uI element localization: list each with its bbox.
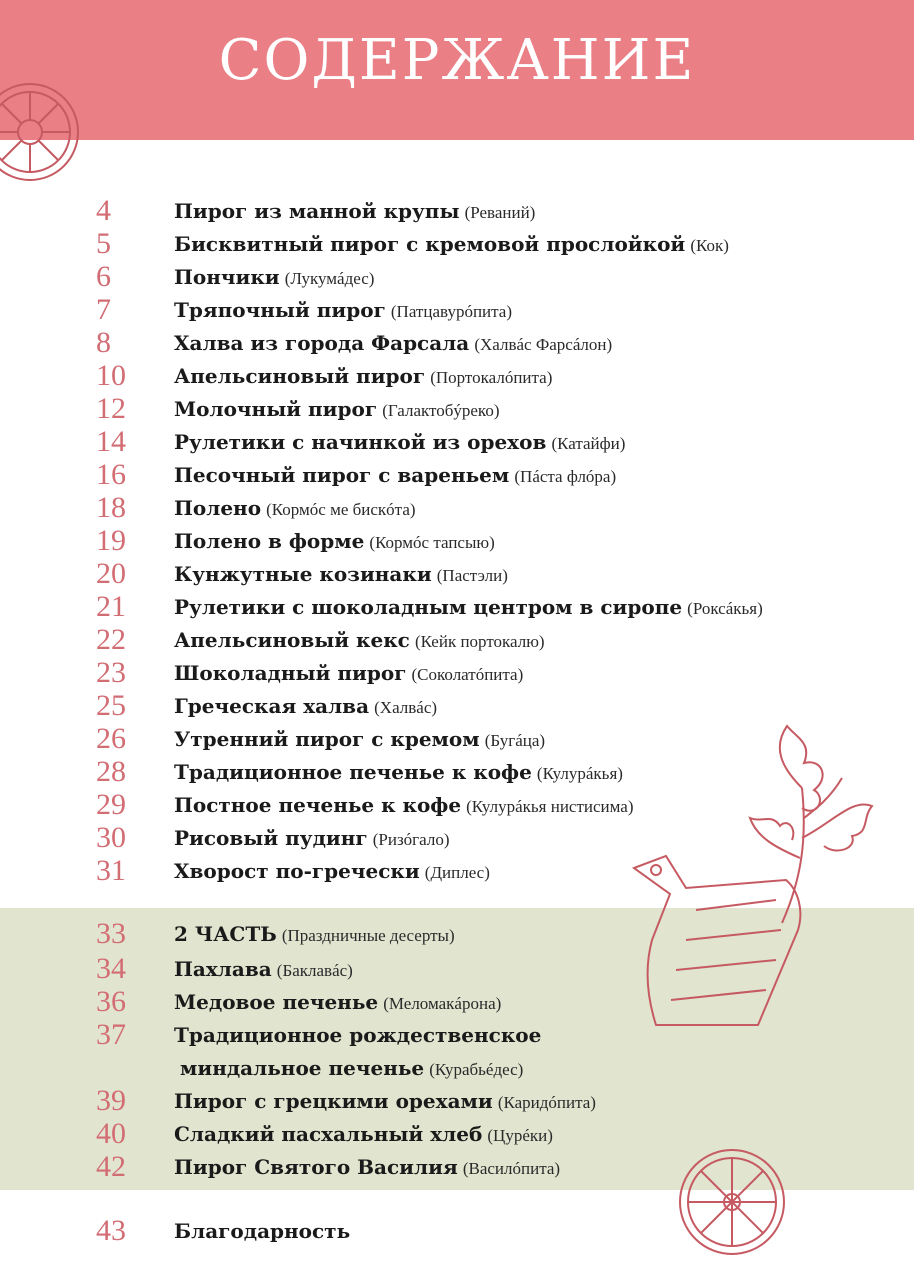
toc-row[interactable] xyxy=(0,459,914,491)
greek-name: (Кейк портокалю) xyxy=(414,632,545,651)
recipe-title: Апельсиновый кекс xyxy=(174,628,410,652)
page-number: 8 xyxy=(96,326,111,359)
greek-name: (Реваний) xyxy=(464,203,536,222)
greek-name: (Патцавурóпита) xyxy=(390,302,512,321)
toc-row[interactable] xyxy=(0,822,914,854)
recipe-title: Тряпочный пирог xyxy=(174,298,386,322)
toc-row[interactable] xyxy=(0,756,914,788)
recipe-title: Халва из города Фарсала xyxy=(174,331,470,355)
greek-name: (Бугáца) xyxy=(484,731,546,750)
recipe-title: Хворост по-гречески xyxy=(174,859,420,883)
toc-row[interactable] xyxy=(0,1215,914,1247)
greek-name: (Василóпита) xyxy=(462,1159,561,1178)
page-number: 30 xyxy=(96,821,126,854)
greek-name: (Роксáкья) xyxy=(687,599,763,618)
greek-name: (Кормóс тапсыю) xyxy=(369,533,495,552)
page-number: 16 xyxy=(96,458,126,491)
page-number: 21 xyxy=(96,590,126,623)
toc-row[interactable] xyxy=(0,1118,914,1150)
greek-name: (Соколатóпита) xyxy=(411,665,524,684)
recipe-title: Утренний пирог с кремом xyxy=(174,727,480,751)
toc-row[interactable] xyxy=(0,723,914,755)
toc-row[interactable] xyxy=(0,690,914,722)
greek-name: (Галактобýреко) xyxy=(382,401,500,420)
page-number: 5 xyxy=(96,227,111,260)
recipe-title: Пончики xyxy=(174,265,280,289)
recipe-title: Бисквитный пирог с кремовой прослойкой xyxy=(174,232,686,256)
toc-row[interactable] xyxy=(0,558,914,590)
toc-row[interactable] xyxy=(0,953,914,985)
toc-row[interactable] xyxy=(0,1085,914,1117)
page-number: 26 xyxy=(96,722,126,755)
recipe-title: Кунжутные козинаки xyxy=(174,562,432,586)
page-number: 23 xyxy=(96,656,126,689)
page-number: 12 xyxy=(96,392,126,425)
page-number: 20 xyxy=(96,557,126,590)
greek-name: (Кулурáкья) xyxy=(536,764,623,783)
greek-name: (Халвáс) xyxy=(374,698,438,717)
toc-row-continuation[interactable] xyxy=(0,1052,914,1084)
page-number: 37 xyxy=(96,1018,126,1051)
toc-row[interactable] xyxy=(0,294,914,326)
toc-row[interactable] xyxy=(0,360,914,392)
acknowledgements-title: Благодарность xyxy=(174,1219,351,1243)
recipe-title: Шоколадный пирог xyxy=(174,661,407,685)
page-number: 19 xyxy=(96,524,126,557)
toc-row[interactable] xyxy=(0,261,914,293)
greek-name: (Кормóс ме бискóта) xyxy=(266,500,416,519)
greek-name: (Цурéки) xyxy=(487,1126,553,1145)
greek-name: (Катайфи) xyxy=(551,434,626,453)
toc-row[interactable] xyxy=(0,525,914,557)
greek-name: (Пастэли) xyxy=(436,566,508,585)
toc-row[interactable] xyxy=(0,855,914,887)
citrus-slice-icon xyxy=(0,78,90,190)
page-number: 18 xyxy=(96,491,126,524)
greek-name: (Лукумáдес) xyxy=(284,269,375,288)
page-number: 40 xyxy=(96,1117,126,1150)
recipe-title: Рисовый пудинг xyxy=(174,826,368,850)
greek-name: (Меломакáрона) xyxy=(383,994,502,1013)
page-number: 31 xyxy=(96,854,126,887)
recipe-title: Пирог Святого Василия xyxy=(174,1155,458,1179)
recipe-title: Полено в форме xyxy=(174,529,365,553)
greek-name: (Ризóгало) xyxy=(372,830,450,849)
greek-name: (Курабьéдес) xyxy=(429,1060,524,1079)
toc-row[interactable] xyxy=(0,492,914,524)
greek-name: (Пáста флóра) xyxy=(514,467,617,486)
page-number: 33 xyxy=(96,917,126,950)
page-title: СОДЕРЖАНИЕ xyxy=(218,28,696,93)
page-number: 22 xyxy=(96,623,126,656)
recipe-title: Апельсиновый пирог xyxy=(174,364,426,388)
greek-name: (Диплес) xyxy=(424,863,490,882)
toc-row[interactable] xyxy=(0,657,914,689)
page-number: 10 xyxy=(96,359,126,392)
page-number: 6 xyxy=(96,260,111,293)
page-number: 14 xyxy=(96,425,126,458)
page-number: 4 xyxy=(96,194,111,227)
recipe-title: Пирог с грецкими орехами xyxy=(174,1089,493,1113)
recipe-title: Медовое печенье xyxy=(174,990,379,1014)
page-number: 42 xyxy=(96,1150,126,1183)
recipe-title: Молочный пирог xyxy=(174,397,378,421)
page-number: 43 xyxy=(96,1214,126,1247)
greek-name: (Портокалóпита) xyxy=(430,368,553,387)
greek-name: (Кулурáкья нистисима) xyxy=(466,797,634,816)
page-number: 39 xyxy=(96,1084,126,1117)
page-number: 25 xyxy=(96,689,126,722)
recipe-title: Пахлава xyxy=(174,957,272,981)
recipe-title: миндальное печенье xyxy=(180,1056,425,1080)
recipe-title: Полено xyxy=(174,496,262,520)
page-number: 34 xyxy=(96,952,126,985)
toc-row[interactable] xyxy=(0,789,914,821)
recipe-title: Песочный пирог с вареньем xyxy=(174,463,510,487)
toc-row[interactable] xyxy=(0,426,914,458)
page-number: 29 xyxy=(96,788,126,821)
page-number: 36 xyxy=(96,985,126,1018)
toc-row[interactable] xyxy=(0,1019,914,1051)
recipe-title: Постное печенье к кофе xyxy=(174,793,462,817)
recipe-title: Традиционное печенье к кофе xyxy=(174,760,532,784)
recipe-title: Сладкий пасхальный хлеб xyxy=(174,1122,483,1146)
toc-row[interactable] xyxy=(0,591,914,623)
recipe-title: Традиционное рождественское xyxy=(174,1023,542,1047)
toc-row[interactable] xyxy=(0,986,914,1018)
toc-row[interactable] xyxy=(0,1151,914,1183)
toc-row[interactable] xyxy=(0,624,914,656)
toc-row[interactable] xyxy=(0,327,914,359)
greek-name: (Халвáс Фарсáлон) xyxy=(474,335,613,354)
toc-row[interactable] xyxy=(0,195,914,227)
recipe-title: Греческая халва xyxy=(174,694,370,718)
part-subtitle: (Праздничные десерты) xyxy=(281,926,455,945)
part-title: 2 ЧАСТЬ xyxy=(174,922,277,946)
toc-row[interactable] xyxy=(0,228,914,260)
recipe-title: Рулетики с шоколадным центром в сиропе xyxy=(174,595,683,619)
greek-name: (Баклавáс) xyxy=(276,961,353,980)
greek-name: (Кок) xyxy=(690,236,729,255)
page-number: 28 xyxy=(96,755,126,788)
recipe-title: Рулетики с начинкой из орехов xyxy=(174,430,547,454)
page-number: 7 xyxy=(96,293,111,326)
toc-row[interactable] xyxy=(0,393,914,425)
toc-row-part-heading[interactable] xyxy=(0,918,914,950)
recipe-title: Пирог из манной крупы xyxy=(174,199,460,223)
greek-name: (Каридóпита) xyxy=(497,1093,596,1112)
